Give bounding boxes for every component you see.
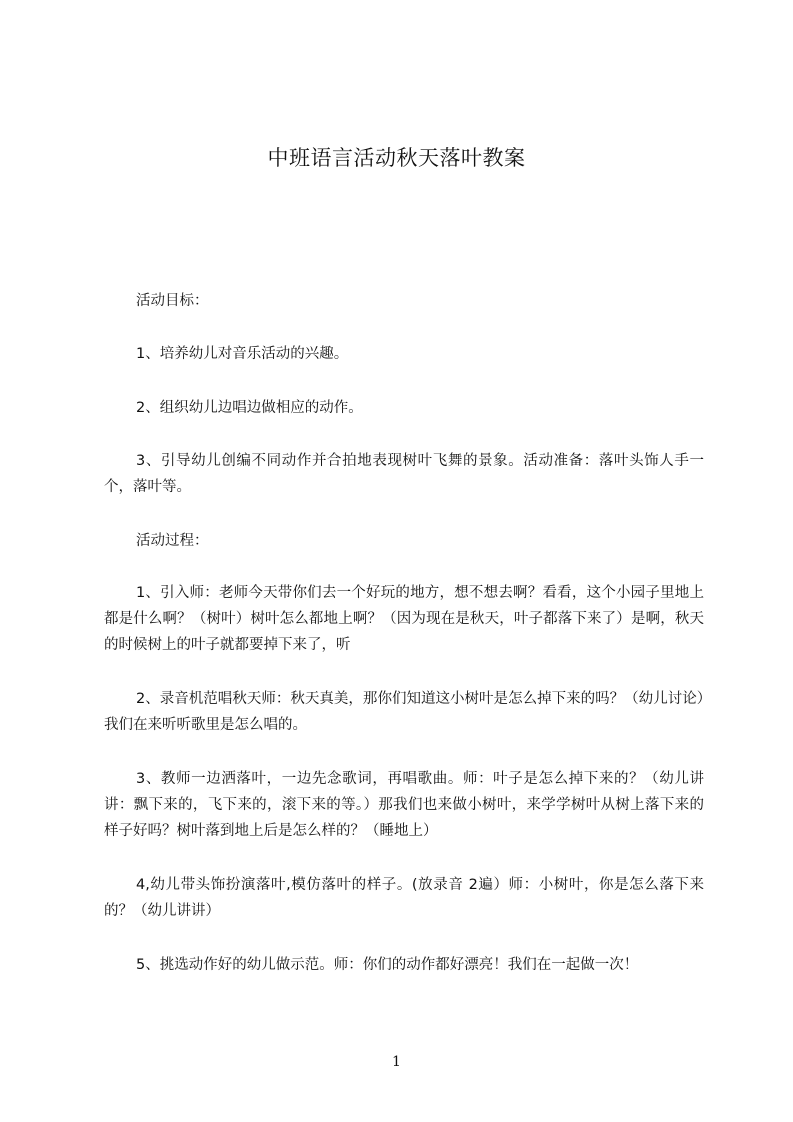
paragraph-step-2: 2、录音机范唱秋天师：秋天真美，那你们知道这小树叶是怎么掉下来的吗？（幼儿讨论）我们在来听听歌里是怎么唱的。 (104, 691, 704, 733)
paragraph-process-heading: 活动过程： (136, 533, 209, 549)
document-title: 中班语言活动秋天落叶教案 (267, 146, 526, 170)
paragraph-step-3: 3、教师一边洒落叶，一边先念歌词，再唱歌曲。师：叶子是怎么掉下来的？（幼儿讲讲：飘下来的，飞下来的，滚下来的等。）那我们也来做小树叶，来学学树叶从树上落下来的样子好吗？树叶落到地上后是怎么样的？（睡地上） (104, 771, 704, 839)
paragraph-goal-3: 3、引导幼儿创编不同动作并合拍地表现树叶飞舞的景象。活动准备：落叶头饰人手一个，落叶等。 (104, 453, 704, 495)
paragraph-step-1: 1、引入师：老师今天带你们去一个好玩的地方，想不想去啊？看看，这个小园子里地上都是什么啊？（树叶）树叶怎么都地上啊？（因为现在是秋天，叶子都落下来了）是啊，秋天的时候树上的叶子就都要掉下来了，听 (104, 585, 704, 653)
paragraph-goal-2: 2、组织幼儿边唱边做相应的动作。 (136, 400, 363, 416)
paragraph-goals-heading: 活动目标： (136, 293, 209, 309)
paragraph-step-4: 4,幼儿带头饰扮演落叶,模仿落叶的样子。(放录音 2遍）师：小树叶，你是怎么落下来的？（幼儿讲讲） (104, 877, 704, 919)
page-number: 1 (392, 1054, 401, 1070)
paragraph-goal-1: 1、培养幼儿对音乐活动的兴趣。 (136, 346, 349, 362)
paragraph-step-5: 5、挑选动作好的幼儿做示范。师：你们的动作都好漂亮！我们在一起做一次！ (136, 957, 639, 973)
